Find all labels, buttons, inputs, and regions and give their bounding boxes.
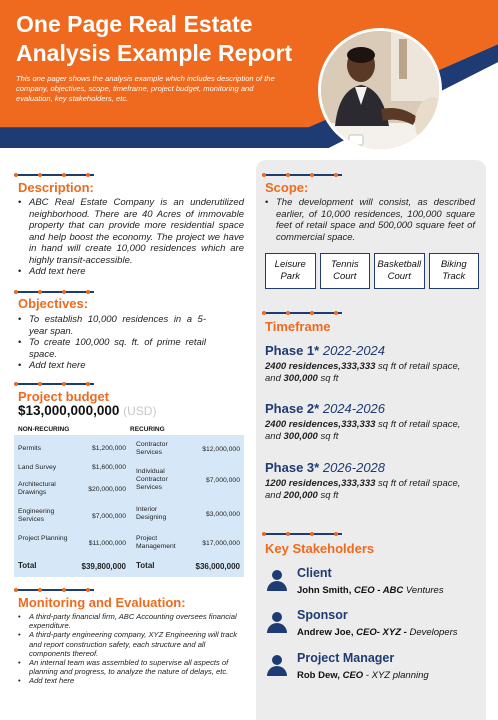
phase-block bbox=[265, 343, 475, 385]
phase-commercial-text: sq ft bbox=[317, 431, 339, 442]
scope-text: • The development will consist, as described earlier, of 10,000 residences, 100,000 square feet of retail space and 500,000 square feet of commercial space. bbox=[265, 197, 475, 243]
budget-value: $7,000,000 bbox=[91, 513, 126, 520]
non-recurring-header: NON-RECURING bbox=[18, 426, 70, 433]
budget-value: $12,000,000 bbox=[202, 446, 240, 453]
phase-name: Phase 1 bbox=[265, 343, 315, 358]
phase-retail-text: sq ft of retail space, and bbox=[265, 478, 461, 501]
phase-retail: 333,333 bbox=[341, 478, 376, 489]
scope-title: Scope: bbox=[265, 180, 309, 195]
stakeholders-divider bbox=[262, 530, 342, 538]
description-title: Description: bbox=[18, 180, 94, 195]
stakeholder-role: Sponsor bbox=[297, 608, 348, 622]
page-subtitle: This one pager shows the analysis example which includes description of the company, objectives, scope, timeframe, project budget, monitoring and evaluation, key stakeholders, etc. bbox=[16, 74, 275, 103]
budget-label: Individual Contractor Services bbox=[136, 468, 168, 491]
budget-title: Project budget bbox=[18, 389, 110, 404]
budget-label: Project Management bbox=[136, 535, 176, 550]
description-list bbox=[18, 197, 244, 278]
objectives-list bbox=[18, 314, 206, 372]
phase-retail-text: sq ft of retail space, and bbox=[265, 361, 461, 384]
total-label: Total bbox=[136, 561, 155, 570]
description-divider bbox=[14, 171, 94, 179]
stakeholder-org: Ventures bbox=[403, 585, 444, 596]
budget-value: $20,000,000 bbox=[88, 486, 126, 493]
amenity-box: Basketball Court bbox=[374, 253, 425, 289]
phase-detail bbox=[265, 361, 475, 385]
person-icon bbox=[267, 570, 287, 592]
phase-years: 2026-2028 bbox=[322, 460, 386, 475]
phase-block bbox=[265, 460, 475, 502]
phase-retail-text: sq ft of retail space, and bbox=[265, 419, 461, 442]
budget-label: Contractor Services bbox=[136, 441, 168, 456]
stakeholder-name bbox=[297, 585, 444, 596]
page-title: One Page Real Estate Analysis Example Report bbox=[16, 11, 293, 66]
budget-value: $17,000,000 bbox=[202, 540, 240, 547]
scope-divider bbox=[262, 171, 342, 179]
header-photo bbox=[318, 28, 442, 152]
monitoring-item: • Add text here bbox=[18, 676, 244, 685]
description-item: • Add text here bbox=[18, 266, 244, 278]
scope-list bbox=[265, 197, 475, 243]
monitoring-title: Monitoring and Evaluation: bbox=[18, 595, 186, 610]
objectives-item: • Add text here bbox=[18, 360, 206, 372]
monitoring-item: • A third-party engineering company, XYZ Engineering will track and report construction safety, each structure and all components thereof. bbox=[18, 630, 244, 658]
objectives-item: • To create 100,000 sq. ft. of prime retail space. bbox=[18, 337, 206, 360]
phase-heading: Phase 3* 2026-2028 bbox=[265, 460, 386, 475]
stakeholder-name bbox=[297, 670, 429, 681]
recurring-header: RECURING bbox=[130, 426, 165, 433]
phase-block bbox=[265, 401, 475, 443]
stakeholder-role: Project Manager bbox=[297, 651, 395, 665]
phase-commercial: 200,000 bbox=[283, 490, 318, 501]
budget-label: Land Survey bbox=[18, 464, 57, 471]
budget-label: Engineering Services bbox=[18, 508, 55, 523]
non-recurring-total: $39,800,000 bbox=[81, 562, 126, 571]
budget-currency: (USD) bbox=[123, 404, 157, 418]
phase-detail bbox=[265, 478, 475, 502]
budget-label: Interior Designing bbox=[136, 506, 167, 521]
phase-heading: Phase 1* 2022-2024 bbox=[265, 343, 386, 358]
stakeholders-title: Key Stakeholders bbox=[265, 541, 375, 556]
budget-label: Permits bbox=[18, 445, 42, 452]
stakeholder-title: CEO - ABC bbox=[351, 585, 404, 596]
amenity-box: Biking Track bbox=[429, 253, 480, 289]
budget-value: $7,000,000 bbox=[205, 477, 240, 484]
budget-value: $3,000,000 bbox=[205, 511, 240, 518]
phase-heading: Phase 2* 2024-2026 bbox=[265, 401, 386, 416]
budget-value: $1,600,000 bbox=[91, 464, 126, 471]
monitoring-list bbox=[18, 612, 244, 686]
phase-residences: 1200 residences, bbox=[265, 478, 342, 489]
description-item: • ABC Real Estate Company is an underutilized neighborhood. There are 40 Acres of immovable property that can provide more residential space and help boost the economy. The project we have in hand will create 10,000 residences which are highly transit-accessible. bbox=[18, 197, 244, 266]
budget-label: Architectural Drawings bbox=[18, 481, 56, 496]
monitoring-divider bbox=[14, 586, 94, 594]
person-icon bbox=[267, 612, 287, 634]
budget-table bbox=[14, 435, 244, 577]
phase-commercial-text: sq ft bbox=[317, 490, 339, 501]
phase-residences: 2400 residences, bbox=[265, 419, 342, 430]
stakeholder-person: Andrew Joe, bbox=[297, 627, 354, 638]
objectives-divider bbox=[14, 288, 94, 296]
recurring-total: $36,000,000 bbox=[195, 562, 240, 571]
amenity-box: Leisure Park bbox=[265, 253, 316, 289]
stakeholder-org: Developers bbox=[406, 627, 458, 638]
stakeholder-org: - XYZ planning bbox=[363, 670, 429, 681]
amenity-box: Tennis Court bbox=[320, 253, 371, 289]
phase-residences: 2400 residences, bbox=[265, 361, 342, 372]
phase-years: 2024-2026 bbox=[322, 401, 386, 416]
total-label: Total bbox=[18, 561, 37, 570]
stakeholder-role: Client bbox=[297, 566, 332, 580]
amenity-boxes bbox=[265, 253, 479, 289]
stakeholder-person: Rob Dew, bbox=[297, 670, 340, 681]
phase-years: 2022-2024 bbox=[322, 343, 386, 358]
budget-amount-value: $13,000,000,000 bbox=[18, 403, 120, 418]
monitoring-item: • An internal team was assembled to supervise all aspects of planning and progress, to analyze the nature of delays, etc. bbox=[18, 658, 244, 676]
objectives-title: Objectives: bbox=[18, 296, 89, 311]
phase-commercial: 300,000 bbox=[283, 373, 318, 384]
budget-label: Project Planning bbox=[18, 535, 68, 542]
phase-detail bbox=[265, 419, 475, 443]
phase-commercial-text: sq ft bbox=[317, 373, 339, 384]
timeframe-title: Timeframe bbox=[265, 319, 331, 334]
budget-value: $11,000,000 bbox=[88, 540, 126, 547]
budget-divider bbox=[14, 380, 94, 388]
phase-retail: 333,333 bbox=[341, 419, 376, 430]
budget-value: $1,200,000 bbox=[91, 445, 126, 452]
phase-commercial: 300,000 bbox=[283, 431, 318, 442]
monitoring-item: • A third-party financial firm, ABC Accounting oversees financial expenditure. bbox=[18, 612, 244, 630]
phase-retail: 333,333 bbox=[341, 361, 376, 372]
timeframe-divider bbox=[262, 309, 342, 317]
phase-name: Phase 2 bbox=[265, 401, 315, 416]
stakeholder-person: John Smith, bbox=[297, 585, 352, 596]
objectives-item: • To establish 10,000 residences in a 5-year span. bbox=[18, 314, 206, 337]
person-icon bbox=[267, 655, 287, 677]
stakeholder-title: CEO bbox=[339, 670, 364, 681]
stakeholder-name bbox=[297, 627, 458, 638]
stakeholder-title: CEO- XYZ - bbox=[353, 627, 407, 638]
phase-name: Phase 3 bbox=[265, 460, 315, 475]
budget-amount bbox=[18, 403, 156, 418]
